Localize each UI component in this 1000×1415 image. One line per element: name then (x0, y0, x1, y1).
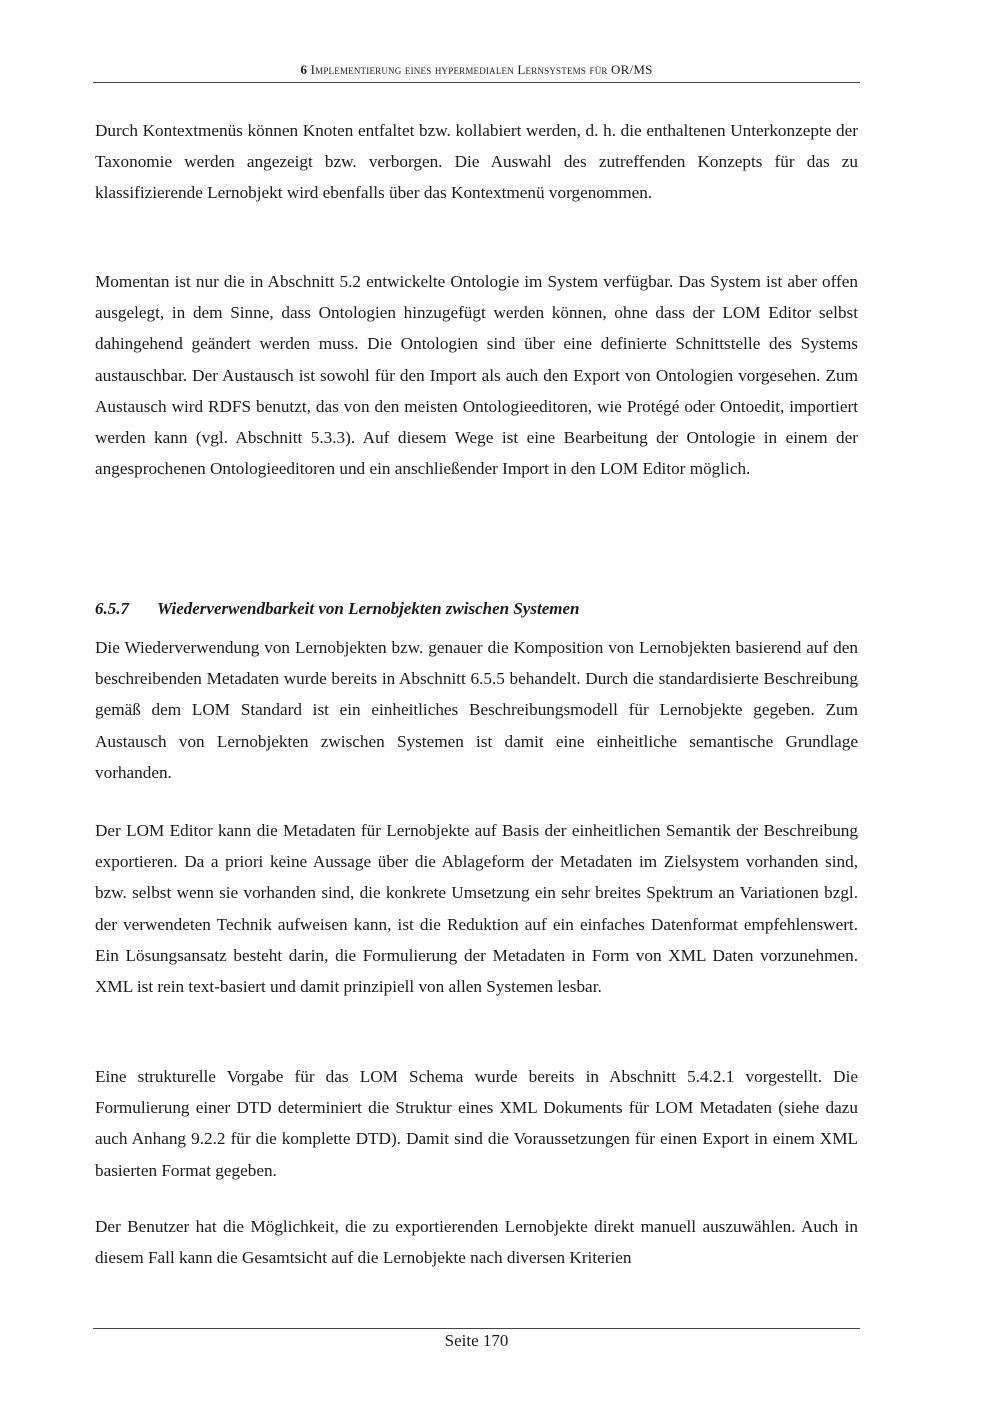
paragraph-context-menus: Durch Kontextmenüs können Knoten entfaltet bzw. kollabiert werden, d. h. die enthaltenen Unterkonzepte der Taxonomie werden angezeigt bzw. verborgen. Die Auswahl des zutreffenden Konzepts für das zu klassifizierende Lernobjekt wird ebenfalls über das Kontextmenü vorgenommen. (95, 121, 858, 203)
chapter-title: Implementierung eines hypermedialen Lernsystems für OR/MS (310, 62, 653, 77)
section-heading (95, 599, 579, 619)
paragraph-dtd: Eine strukturelle Vorgabe für das LOM Schema wurde bereits in Abschnitt 5.4.2.1 vorgestellt. Die Formulierung einer DTD determiniert die Struktur eines XML Dokuments für LOM Metadaten (siehe dazu auch Anhang 9.2.2 für die komplette DTD). Damit sind die Voraussetzungen für einen Export in einem XML basierten Format gegeben. (95, 1067, 858, 1180)
section-title: Wiederverwendbarkeit von Lernobjekten zwischen Systemen (157, 599, 580, 618)
footer-rule (93, 1328, 860, 1329)
chapter-number: 6 (300, 62, 308, 77)
paragraph-user-selection: Der Benutzer hat die Möglichkeit, die zu exportierenden Lernobjekte direkt manuell auszuwählen. Auch in diesem Fall kann die Gesamtsicht auf die Lernobjekte nach diversen Kriterien (95, 1217, 858, 1268)
paragraph-reuse: Die Wiederverwendung von Lernobjekten bzw. genauer die Komposition von Lernobjekten basierend auf den beschreibenden Metadaten wurde bereits in Abschnitt 6.5.5 behandelt. Durch die standardisierte Beschreibung gemäß dem LOM Standard ist ein einheitliches Beschreibungsmodell für Lernobjekte gegeben. Zum Austausch von Lernobjekten zwischen Systemen ist damit eine einheitliche semantische Grundlage vorhanden. (95, 638, 858, 782)
paragraph-export: Der LOM Editor kann die Metadaten für Lernobjekte auf Basis der einheitlichen Semantik der Beschreibung exportieren. Da a priori keine Aussage über die Ablageform der Metadaten im Zielsystem vorhanden sind, bzw. selbst wenn sie vorhanden sind, die konkrete Umsetzung ein sehr breites Spektrum an Variationen bzgl. der verwendeten Technik aufweisen kann, ist die Reduktion auf ein einfaches Datenformat empfehlenswert. Ein Lösungsansatz besteht darin, die Formulierung der Metadaten in Form von XML Daten vorzunehmen. XML ist rein text-basiert und damit prinzipiell von allen Systemen lesbar. (95, 821, 858, 997)
page-number: Seite 170 (444, 1331, 509, 1350)
paragraph-ontologies: Momentan ist nur die in Abschnitt 5.2 entwickelte Ontologie im System verfügbar. Das System ist aber offen ausgelegt, in dem Sinne, dass Ontologien hinzugefügt werden können, ohne dass der LOM Editor selbst dahingehend geändert werden muss. Die Ontologien sind über eine definierte Schnittstelle des Systems austauschbar. Der Austausch ist sowohl für den Import als auch den Export von Ontologien vorgesehen. Zum Austausch wird RDFS benutzt, das von den meisten Ontologieeditoren, wie Protégé oder Ontoedit, importiert werden kann (vgl. Abschnitt 5.3.3). Auf diesem Wege ist eine Bearbeitung der Ontologie in einem der angesprochenen Ontologieeditoren und ein anschließender Import in den LOM Editor möglich. (95, 272, 858, 479)
running-header (93, 62, 860, 78)
header-rule (93, 82, 860, 83)
section-number: 6.5.7 (95, 599, 129, 618)
